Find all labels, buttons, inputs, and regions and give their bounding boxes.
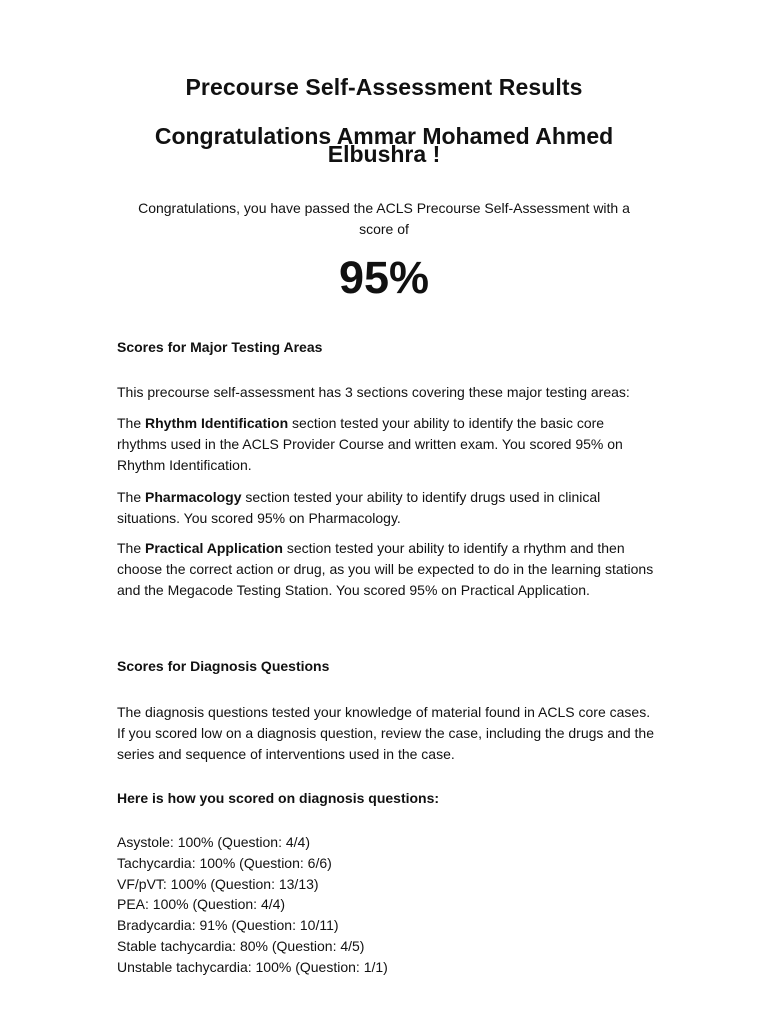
diagnosis-results-heading: Here is how you scored on diagnosis questions: <box>117 790 440 806</box>
major-areas-heading: Scores for Major Testing Areas <box>117 339 323 355</box>
diagnosis-heading: Scores for Diagnosis Questions <box>117 658 330 674</box>
rhythm-identification-paragraph <box>117 413 657 476</box>
section-text: section tested your ability to identify a rhythm and then choose the correct action or drug, as you will be expected to do in the learning stations and the Megacode Testing Station. You scored 95% on Practical Application. <box>117 540 654 598</box>
section-text: section tested your ability to identify the basic core rhythms used in the ACLS Provider Course and written exam. You scored 95% on Rhythm Identification. <box>117 415 623 473</box>
section-name: Pharmacology <box>145 489 242 505</box>
overall-score: 95% <box>338 252 430 303</box>
list-item: VF/pVT: 100% (Question: 13/13) <box>117 875 319 892</box>
practical-application-paragraph <box>117 538 657 601</box>
page-title: Precourse Self-Assessment Results <box>185 74 583 100</box>
list-item: PEA: 100% (Question: 4/4) <box>117 896 286 913</box>
section-name: Practical Application <box>145 540 283 556</box>
list-item: Asystole: 100% (Question: 4/4) <box>117 834 310 850</box>
section-prefix: The <box>117 415 146 431</box>
section-text: section tested your ability to identify drugs used in clinical situations. You scored 95% on Pharmacology. <box>117 489 601 526</box>
list-item: Stable tachycardia: 80% (Question: 4/5) <box>117 937 365 954</box>
passed-message: Congratulations, you have passed the ACLS Precourse Self-Assessment with a score of <box>138 200 630 237</box>
section-prefix: The <box>117 540 146 556</box>
section-name: Rhythm Identification <box>145 415 289 431</box>
major-areas-intro: This precourse self-assessment has 3 sections covering these major testing areas: <box>117 384 630 400</box>
list-item: Bradycardia: 91% (Question: 10/11) <box>117 917 339 934</box>
list-item: Unstable tachycardia: 100% (Question: 1/1) <box>117 958 388 975</box>
congratulations-heading: Congratulations Ammar Mohamed Ahmed Elbushra ! <box>154 123 614 167</box>
list-item: Tachycardia: 100% (Question: 6/6) <box>117 854 332 871</box>
diagnosis-results-list <box>117 832 388 978</box>
pharmacology-paragraph <box>117 487 657 529</box>
section-prefix: The <box>117 489 146 505</box>
diagnosis-intro: The diagnosis questions tested your knowledge of material found in ACLS core cases. If you scored low on a diagnosis question, review the case, including the drugs and the series and sequence of interventions used in the case. <box>117 704 654 762</box>
